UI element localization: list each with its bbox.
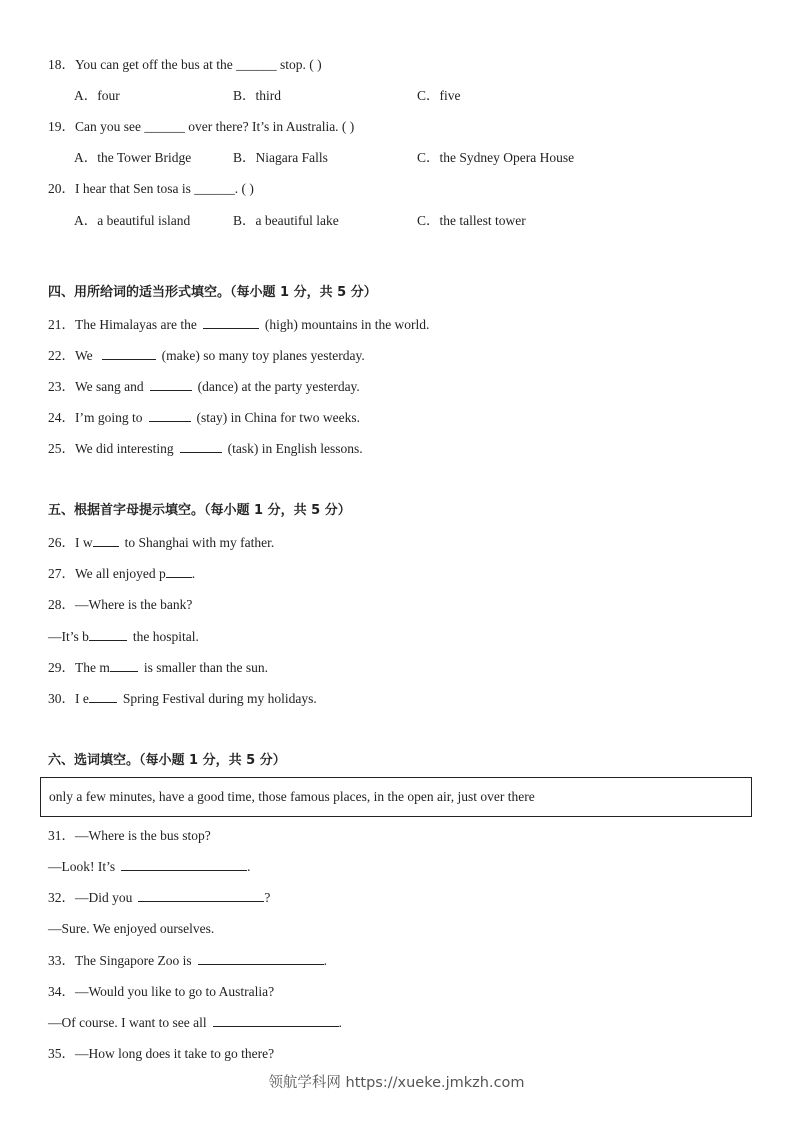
q18-option-c: C．five (417, 88, 461, 103)
q27-text: 27．We all enjoyed p (48, 566, 166, 581)
question-31: 31．—Where is the bus stop? (48, 828, 211, 843)
q32-text: 32．—Did you (48, 890, 133, 905)
q33-tail: . (323, 953, 327, 968)
q31-reply-tail: . (247, 859, 251, 874)
question-31-reply (48, 858, 251, 876)
q20-option-a: A．a beautiful island (74, 213, 191, 228)
answer-blank[interactable] (150, 378, 192, 391)
q34-reply-text: —Of course. I want to see all (48, 1015, 207, 1030)
q26-tail: to Shanghai with my father. (124, 535, 275, 550)
question-33 (48, 952, 327, 970)
word-bank: only a few minutes, have a good time, those famous places, in the open air, just over there (49, 789, 535, 804)
question-24 (48, 409, 360, 427)
section-5-heading: 五、根据首字母提示填空。（每小题 1 分，共 5 分） (48, 503, 351, 518)
answer-blank[interactable] (89, 628, 127, 641)
q18-option-a: A．four (74, 88, 120, 103)
question-32 (48, 889, 270, 907)
question-28: 28．—Where is the bank? (48, 597, 193, 612)
question-21 (48, 316, 429, 334)
question-19-stem: 19．Can you see ______ over there? It’s in Australia. ( ) (48, 119, 355, 134)
answer-blank[interactable] (149, 409, 191, 422)
q18-option-b: B．third (233, 88, 282, 103)
answer-blank[interactable] (166, 565, 192, 578)
q23-text: 23．We sang and (48, 379, 144, 394)
question-34: 34．—Would you like to go to Australia? (48, 984, 275, 999)
answer-blank[interactable] (121, 858, 247, 871)
q23-hint: (dance) at the party yesterday. (197, 379, 360, 394)
question-25 (48, 440, 363, 458)
question-22 (48, 347, 365, 365)
q21-hint: (high) mountains in the world. (264, 317, 430, 332)
q25-text: 25．We did interesting (48, 441, 174, 456)
q31-reply-text: —Look! It’s (48, 859, 116, 874)
q34-reply-tail: . (338, 1015, 342, 1030)
question-35: 35．—How long does it take to go there? (48, 1046, 275, 1061)
question-34-reply (48, 1014, 342, 1032)
q22-hint: (make) so many toy planes yesterday. (161, 348, 365, 363)
q19-option-c: C．the Sydney Opera House (417, 150, 575, 165)
q21-text: 21．The Himalayas are the (48, 317, 197, 332)
question-29 (48, 659, 268, 677)
q19-option-b: B．Niagara Falls (233, 150, 328, 165)
answer-blank[interactable] (180, 440, 222, 453)
q28-reply-text: —It’s b (48, 629, 89, 644)
footer-watermark: 领航学科网 https://xueke.jmkzh.com (268, 1075, 525, 1091)
answer-blank[interactable] (203, 316, 259, 329)
word-bank-box (40, 777, 752, 817)
question-27 (48, 565, 195, 583)
q24-hint: (stay) in China for two weeks. (196, 410, 360, 425)
answer-blank[interactable] (102, 347, 156, 360)
answer-blank[interactable] (213, 1014, 339, 1027)
answer-blank[interactable] (89, 690, 117, 703)
q27-tail: . (191, 566, 196, 581)
question-18-stem: 18．You can get off the bus at the ______ stop. ( ) (48, 57, 322, 72)
q19-option-a: A．the Tower Bridge (74, 150, 192, 165)
answer-blank[interactable] (93, 534, 119, 547)
section-4-heading: 四、用所给词的适当形式填空。（每小题 1 分，共 5 分） (48, 285, 377, 300)
q26-text: 26．I w (48, 535, 93, 550)
q20-option-c: C．the tallest tower (417, 213, 526, 228)
question-28-reply (48, 628, 199, 646)
answer-blank[interactable] (110, 659, 138, 672)
question-30 (48, 690, 317, 708)
question-23 (48, 378, 360, 396)
q20-option-b: B．a beautiful lake (233, 213, 339, 228)
q25-hint: (task) in English lessons. (227, 441, 363, 456)
answer-blank[interactable] (198, 952, 324, 965)
question-20-stem: 20．I hear that Sen tosa is ______. ( ) (48, 181, 254, 196)
question-26 (48, 534, 274, 552)
answer-blank[interactable] (138, 889, 264, 902)
question-32-reply: —Sure. We enjoyed ourselves. (48, 921, 215, 936)
q22-text: 22．We (48, 348, 93, 363)
q29-text: 29．The m (48, 660, 110, 675)
q29-tail: is smaller than the sun. (143, 660, 268, 675)
q24-text: 24．I’m going to (48, 410, 143, 425)
q28-reply-tail: the hospital. (132, 629, 199, 644)
section-6-heading: 六、选词填空。（每小题 1 分，共 5 分） (48, 753, 286, 768)
q33-text: 33．The Singapore Zoo is (48, 953, 192, 968)
q30-text: 30．I e (48, 691, 89, 706)
q30-tail: Spring Festival during my holidays. (122, 691, 317, 706)
q32-tail: ? (264, 890, 271, 905)
